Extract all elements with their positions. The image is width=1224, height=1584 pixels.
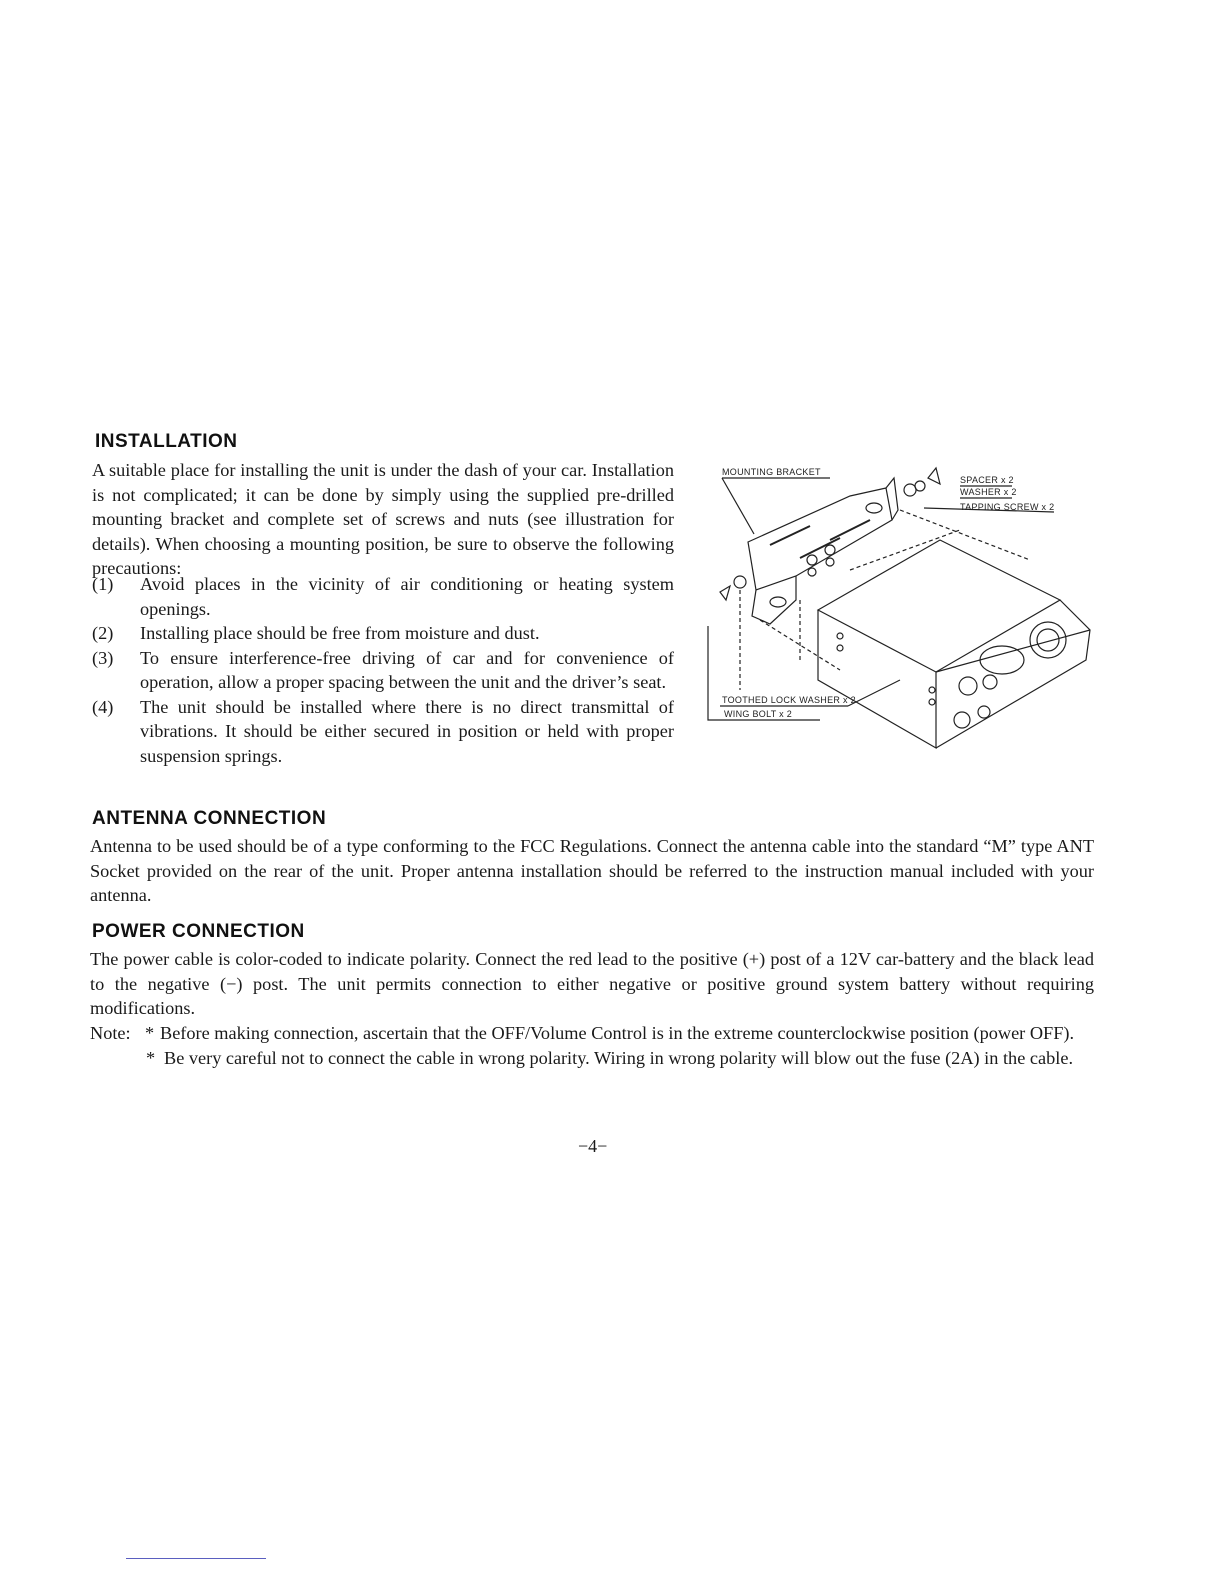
- notes: [90, 1021, 1094, 1070]
- note-item: [90, 1046, 1094, 1071]
- list-item-number: (1): [92, 574, 114, 594]
- label-spacer: SPACER x 2: [960, 475, 1014, 485]
- note-label: Note:: [90, 1023, 131, 1043]
- note-text: Before making connection, ascertain that the OFF/Volume Control is in the extreme counterclockwise position (power OFF).: [160, 1023, 1075, 1043]
- label-wing-bolt: WING BOLT x 2: [724, 709, 793, 719]
- label-mounting-bracket: MOUNTING BRACKET: [722, 467, 821, 477]
- power-text: The power cable is color-coded to indicate polarity. Connect the red lead to the positive (+) post of a 12V car-battery and the black lead to the negative (−) post. The unit permits connection to either negative or positive ground system battery without requiring modifications.: [90, 949, 1094, 1018]
- note-mark: *: [146, 1047, 156, 1068]
- note-mark: *: [145, 1023, 155, 1043]
- label-tapping-screw: TAPPING SCREW x 2: [960, 502, 1055, 512]
- list-item: [92, 695, 674, 769]
- list-item-text: Installing place should be free from moisture and dust.: [140, 623, 540, 643]
- installation-diagram: [700, 450, 1100, 750]
- note-text: Be very careful not to connect the cable in wrong polarity. Wiring in wrong polarity will blow out the fuse (2A) in the cable.: [164, 1047, 1074, 1068]
- footer-divider: [126, 1558, 266, 1559]
- list-item-number: (2): [92, 623, 114, 643]
- list-item-number: (4): [92, 696, 114, 717]
- note-item: [90, 1021, 1094, 1046]
- power-heading: POWER CONNECTION: [92, 921, 305, 942]
- list-item-text: To ensure interference-free driving of car and for convenience of operation, allow a proper spacing between the unit and the driver’s seat.: [140, 647, 674, 692]
- page-number: −4−: [578, 1136, 608, 1156]
- list-item-text: The unit should be installed where there is no direct transmittal of vibrations. It should be either secured in position or held with proper suspension springs.: [140, 696, 674, 766]
- installation-heading: INSTALLATION: [95, 431, 238, 452]
- installation-intro: A suitable place for installing the unit is under the dash of your car. Installation is not complicated; it can be done by simply using the supplied pre-drilled mounting bracket and complete set of screws and nuts (see illustration for details). When choosing a mounting position, be sure to observe the following precautions:: [92, 460, 674, 578]
- list-item: [92, 621, 674, 646]
- antenna-heading: ANTENNA CONNECTION: [92, 808, 327, 829]
- label-washer: WASHER x 2: [960, 487, 1017, 497]
- list-item-text: Avoid places in the vicinity of air conditioning or heating system openings.: [140, 574, 674, 619]
- antenna-text: Antenna to be used should be of a type conforming to the FCC Regulations. Connect the antenna cable into the standard “M” type ANT Socket provided on the rear of the unit. Proper antenna installation should be referred to the instruction manual included with your antenna.: [90, 836, 1094, 905]
- list-item: [92, 646, 674, 695]
- precautions-list: [92, 572, 674, 768]
- list-item: [92, 572, 674, 621]
- label-toothed-lock-washer: TOOTHED LOCK WASHER x 2: [722, 695, 856, 705]
- list-item-number: (3): [92, 647, 114, 668]
